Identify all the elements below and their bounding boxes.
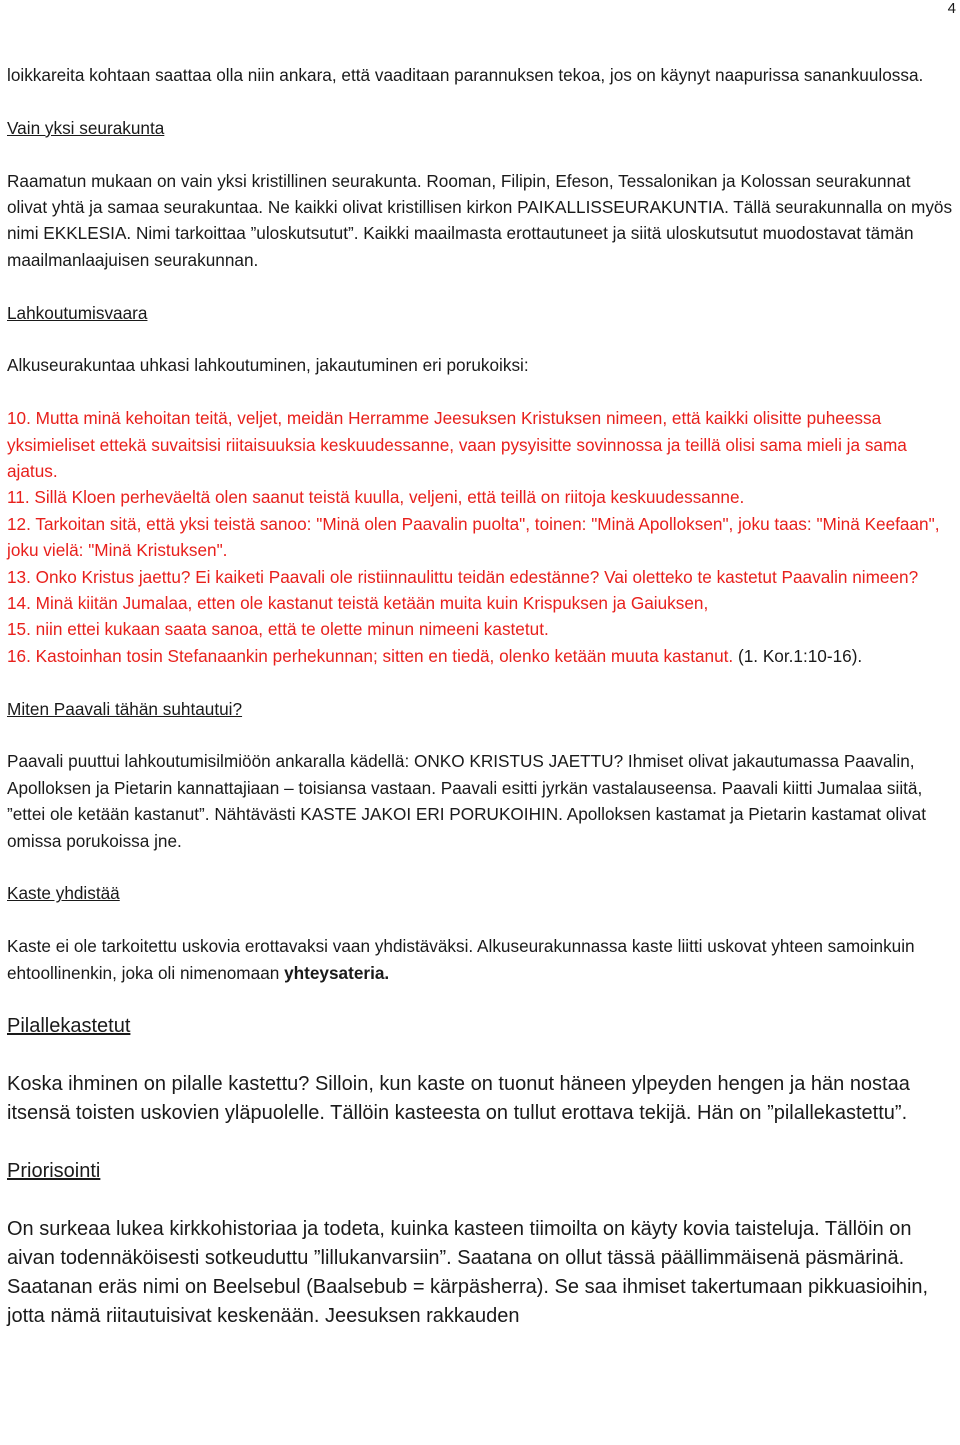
paragraph-lahkoutuminen-intro: Alkuseurakuntaa uhkasi lahkoutuminen, jakautuminen eri porukoiksi:	[7, 355, 529, 376]
paragraph-priorisointi: On surkeaa lukea kirkkohistoriaa ja todeta, kuinka kasteen tiimoilta on käyty kovia taisteluja. Tällöin on aivan todennäköisesti sotkeuduttu ”lillukanvarsiin”. Saatana on ollut tässä päällimmäisenä päsmärinä. Saatanan eräs nimi on Beelsebul (Baalsebub = kärpäsherra). Se saa ihmiset takertumaan pikkuasioihin, jotta nämä riitautuisivat keskenään. Jeesuksen rakkauden	[7, 1218, 929, 1328]
paragraph-kaste-bold: yhteysateria.	[284, 962, 390, 983]
heading-miten-paavali: Miten Paavali tähän suhtautui?	[7, 698, 243, 719]
intro-paragraph: loikkareita kohtaan saattaa olla niin ankara, että vaaditaan parannuksen tekoa, jos on käynyt naapurissa sanankuulossa.	[7, 65, 924, 85]
paragraph-pilallekastetut: Koska ihminen on pilalle kastettu? Silloin, kun kaste on tuonut häneen ylpeyden hengen ja hän nostaa itsensä toisten uskovien yläpuolelle. Tällöin kasteesta on tullut erottava tekijä. Hän on ”pilallekastettu”.	[7, 1073, 910, 1125]
bible-verse-13: 13. Onko Kristus jaettu? Ei kaiketi Paavali ole ristiinnaulittu teidän edestänne? Vai oletteko te kastetut Paavalin nimeen?	[7, 566, 919, 587]
bible-verse-10: 10. Mutta minä kehoitan teitä, veljet, meidän Herramme Jeesuksen Kristuksen nimeen, että kaikki olisitte puheessa yksimieliset ettekä suvaitsisi riitaisuuksia keskuudessanne, vaan pysyisitte sovinnossa ja teillä olisi sama mieli ja sama ajatus.	[7, 408, 907, 482]
bible-verse-16	[7, 643, 955, 669]
heading-lahkoutumisvaara: Lahkoutumisvaara	[7, 302, 148, 323]
bible-verse-15: 15. niin ettei kukaan saata sanoa, että te olette minun nimeeni kastetut.	[7, 619, 549, 640]
heading-priorisointi: Priorisointi	[7, 1160, 101, 1183]
bible-verse-16-text: 16. Kastoinhan tosin Stefanaankin perhekunnan; sitten en tiedä, olenko ketään muuta kastanut.	[7, 645, 734, 666]
bible-verse-11: 11. Sillä Kloen perheväeltä olen saanut teistä kuulla, veljeni, että teillä on riitoja keskuudessanne.	[7, 487, 745, 508]
bible-reference: (1. Kor.1:10-16).	[733, 645, 863, 666]
heading-vain-yksi-seurakunta: Vain yksi seurakunta	[7, 117, 165, 138]
paragraph-kaste	[7, 933, 955, 986]
paragraph-seurakunta: Raamatun mukaan on vain yksi kristillinen seurakunta. Rooman, Filipin, Efeson, Tessalonikan ja Kolossan seurakunnat olivat yhtä ja samaa seurakuntaa. Ne kaikki olivat kristillisen kirkon PAIKALLISSEURAKUNTIA. Tällä seurakunnalla on myös nimi EKKLESIA. Nimi tarkoittaa ”uloskutsutut”. Kaikki maailmasta erottautuneet ja siitä uloskutsutut muodostavat tämän maailmanlaajuisen seurakunnan.	[7, 170, 953, 270]
larger-text-section	[7, 1012, 955, 1331]
bible-verse-12: 12. Tarkoitan sitä, että yksi teistä sanoo: "Minä olen Paavalin puolta", toinen: "Minä Apolloksen", joku taas: "Minä Keefaan", joku vielä: "Minä Kristuksen".	[7, 513, 940, 561]
heading-pilallekastetut: Pilallekastetut	[7, 1015, 131, 1038]
document-body	[7, 62, 955, 1331]
page-number: 4	[947, 0, 956, 17]
bible-verse-14: 14. Minä kiitän Jumalaa, etten ole kastanut teistä ketään muita kuin Krispuksen ja Gaiuksen,	[7, 593, 709, 614]
paragraph-paavali: Paavali puuttui lahkoutumisilmiöön ankaralla kädellä: ONKO KRISTUS JAETTU? Ihmiset olivat jakautumassa Paavalin, Apolloksen ja Pietarin kannattajiaan – toisiansa vastaan. Paavali esitti jyrkän vastalauseensa. Paavali kiitti Jumalaa siitä, ”ettei ole ketään kastanut”. Nähtävästi KASTE JAKOI ERI PORUKOIHIN. Apolloksen kastamat ja Pietarin kastamat olivat omissa porukoissa jne.	[7, 751, 926, 851]
heading-kaste-yhdistaa: Kaste yhdistää	[7, 883, 120, 904]
paragraph-kaste-text: Kaste ei ole tarkoitettu uskovia erottavaksi vaan yhdistäväksi. Alkuseurakunnassa kaste liitti uskovat yhteen samoinkuin ehtoollinenkin, joka oli nimenomaan	[7, 936, 915, 983]
